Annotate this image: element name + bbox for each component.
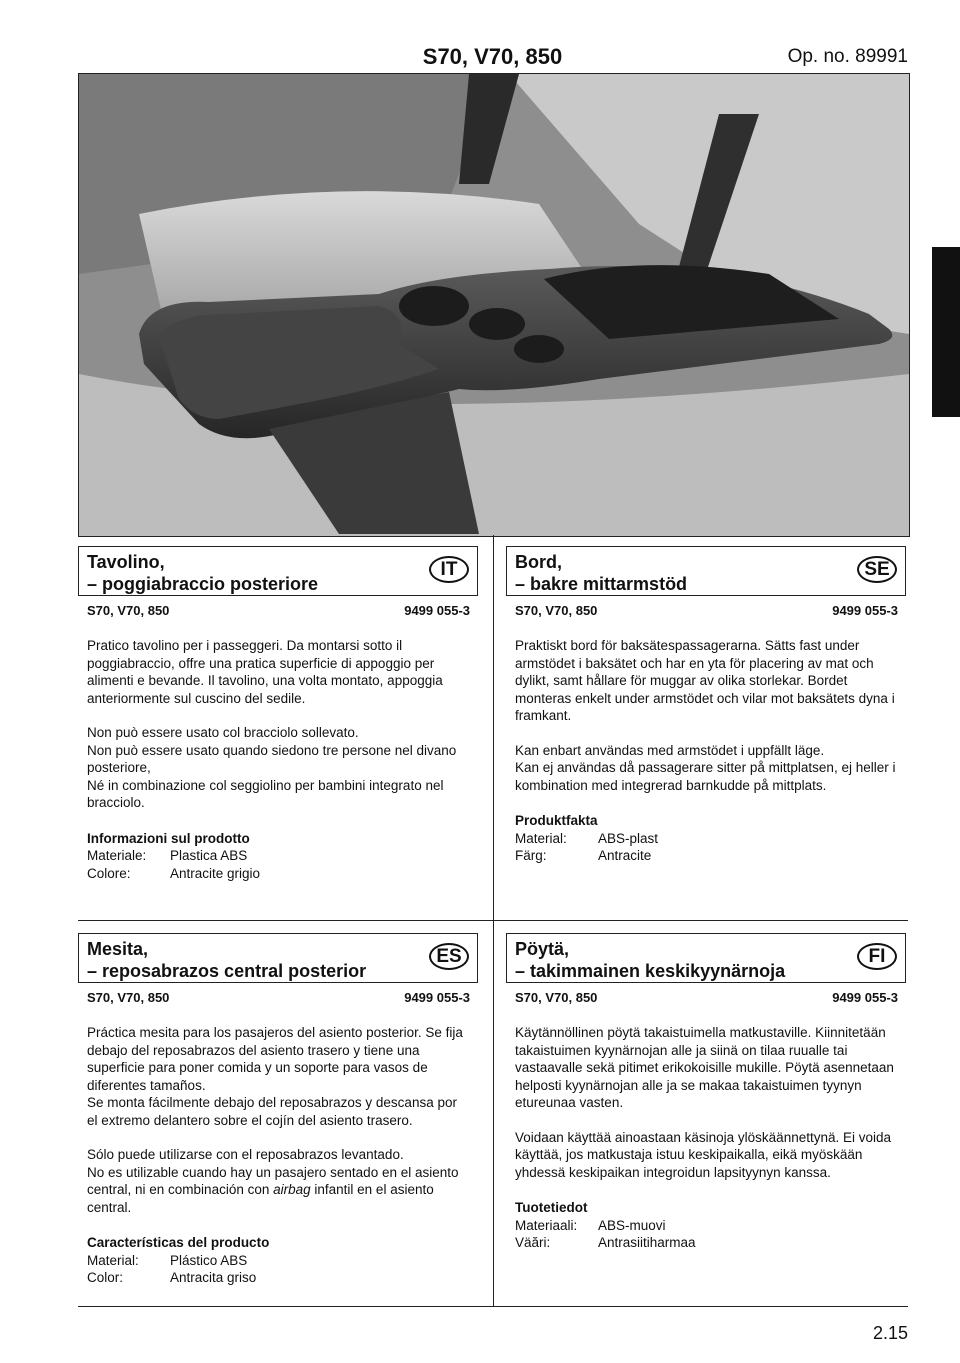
models: S70, V70, 850 [515, 603, 598, 618]
op-number: Op. no. 89991 [787, 46, 908, 67]
divider-horizontal-bottom [78, 1306, 908, 1307]
models: S70, V70, 850 [87, 990, 170, 1005]
section-body [506, 637, 906, 865]
section-title-line1: Mesita, [87, 939, 149, 959]
section-se [506, 546, 906, 865]
section-body [78, 637, 478, 882]
description: Käytännöllinen pöytä takaistuimella matkustaville. Kiinnitetään takaistuimen kyynärnojan alle ja siinä on tilaa ruualle tai vastaavalle sekä pitimet erikokoisille mukille. Pöytä asennetaan helposti kyynärnojan alle ja se makaa takaistuimen tyynyn etureunaa vasten. [515, 1025, 894, 1110]
language-badge: FI [857, 943, 897, 970]
fact-value: ABS-muovi [598, 1217, 666, 1233]
fact-row-color [515, 1234, 897, 1252]
divider-vertical-bottom [493, 921, 494, 1306]
section-fi [506, 933, 906, 1252]
language-badge: ES [429, 943, 469, 970]
product-photo [78, 73, 910, 537]
restriction: Kan enbart användas med armstödet i uppfällt läge. [515, 742, 825, 758]
section-title-line2: – takimmainen keskikyynärnoja [515, 961, 786, 981]
fact-label: Väări: [515, 1235, 551, 1250]
restriction: No es utilizable cuando hay un pasajero sentado en el asiento central, ni en combinación con airbag infantil en el asiento central. [87, 1164, 459, 1215]
facts-title: Tuotetiedot [515, 1200, 588, 1215]
language-badge: SE [857, 556, 897, 583]
section-title-line2: – poggiabraccio posteriore [87, 574, 319, 594]
section-title-line1: Bord, [515, 552, 562, 572]
description: Pratico tavolino per i passeggeri. Da montarsi sotto il poggiabraccio, offre una pratica superficie di appoggio per alimenti e bevande. Il tavolino, una volta montato, appoggia anteriormente sul cuscino del sedile. [87, 638, 443, 706]
fact-value: Antracita griso [170, 1270, 257, 1285]
restriction: Voidaan käyttää ainoastaan käsinoja ylöskäännettynä. Ei voida käyttää, jos matkustaja istuu keskipaikalla, eikä myöskään yhdessä keskipaikan integroidun lapsityynyn kanssa. [515, 1129, 892, 1180]
models: S70, V70, 850 [515, 990, 598, 1005]
fact-row-material [87, 1252, 469, 1270]
section-header [506, 933, 906, 983]
section-header [506, 546, 906, 596]
part-number: 9499 055-3 [404, 990, 470, 1005]
section-header [78, 933, 478, 983]
part-number: 9499 055-3 [832, 603, 898, 618]
fact-label: Materiaali: [515, 1217, 578, 1233]
fact-label: Material: [515, 830, 567, 846]
section-body [506, 1024, 906, 1252]
fact-label: Material: [87, 1252, 139, 1268]
fact-label: Materiale: [87, 848, 147, 863]
fact-row-color [87, 865, 469, 883]
facts-title: Características del producto [87, 1235, 270, 1250]
page-title: S70, V70, 850 [422, 44, 563, 69]
page-number: 2.15 [872, 1323, 908, 1343]
section-body [78, 1024, 478, 1287]
model-reference [506, 987, 906, 1009]
section-title-line1: Pöytä, [515, 939, 570, 959]
fact-row-color [87, 1269, 469, 1287]
section-title-line2: – reposabrazos central posterior [87, 961, 367, 981]
restriction: Sólo puede utilizarse con el reposabrazos levantado. [87, 1147, 404, 1162]
part-number: 9499 055-3 [404, 603, 470, 618]
restriction: Non può essere usato quando siedono tre persone nel divano posteriore, [87, 742, 457, 775]
fact-row-material [515, 1217, 897, 1235]
models: S70, V70, 850 [87, 603, 170, 618]
facts-title: Informazioni sul prodotto [87, 830, 250, 846]
fact-row-color [515, 847, 897, 865]
fact-value: Plastica ABS [170, 848, 248, 863]
section-title-line1: Tavolino, [87, 552, 165, 572]
language-badge: IT [429, 556, 469, 583]
fact-row-material [515, 830, 897, 848]
armrest-table-illustration [79, 74, 909, 536]
restriction: Non può essere usato col bracciolo sollevato. [87, 725, 359, 740]
section-header [78, 546, 478, 596]
fact-value: Plástico ABS [170, 1252, 248, 1268]
restriction: Né in combinazione col seggiolino per bambini integrato nel bracciolo. [87, 777, 444, 810]
model-reference [78, 600, 478, 622]
restriction: Kan ej användas då passagerare sitter på mittplatsen, ej heller i kombination med integrerad barnkudde på mittplats. [515, 760, 896, 793]
fact-row-material [87, 847, 469, 865]
description: Práctica mesita para los pasajeros del asiento posterior. Se fija debajo del reposabrazos del asiento trasero y tiene una superficie para poner comida y un soporte para vasos de diferentes tamaños. [87, 1025, 463, 1093]
model-reference [506, 600, 906, 622]
section-it [78, 546, 478, 882]
fact-label: Colore: [87, 865, 131, 881]
fact-value: ABS-plast [598, 830, 659, 846]
side-tab-marker [932, 247, 960, 417]
fact-label: Color: [87, 1270, 124, 1285]
part-number: 9499 055-3 [832, 990, 898, 1005]
section-title-line2: – bakre mittarmstöd [515, 574, 688, 594]
model-reference [78, 987, 478, 1009]
description: Se monta fácilmente debajo del reposabrazos y descansa por el extremo delantero sobre el cojín del asiento trasero. [87, 1095, 457, 1128]
fact-value: Antracite grigio [170, 865, 261, 881]
fact-value: Antrasiitiharmaa [598, 1235, 696, 1250]
divider-vertical-top [493, 535, 494, 920]
fact-value: Antracite [598, 848, 652, 863]
facts-title: Produktfakta [515, 813, 598, 828]
section-es [78, 933, 478, 1287]
fact-label: Färg: [515, 848, 547, 863]
description: Praktiskt bord för baksätespassagerarna. Sätts fast under armstödet i baksätet och har en yta för placering av mat och dylikt, samt hållare för muggar av olika storlekar. Bordet monteras enkelt under armstödet och vilar mot baksätets dyna i framkant. [515, 638, 895, 723]
